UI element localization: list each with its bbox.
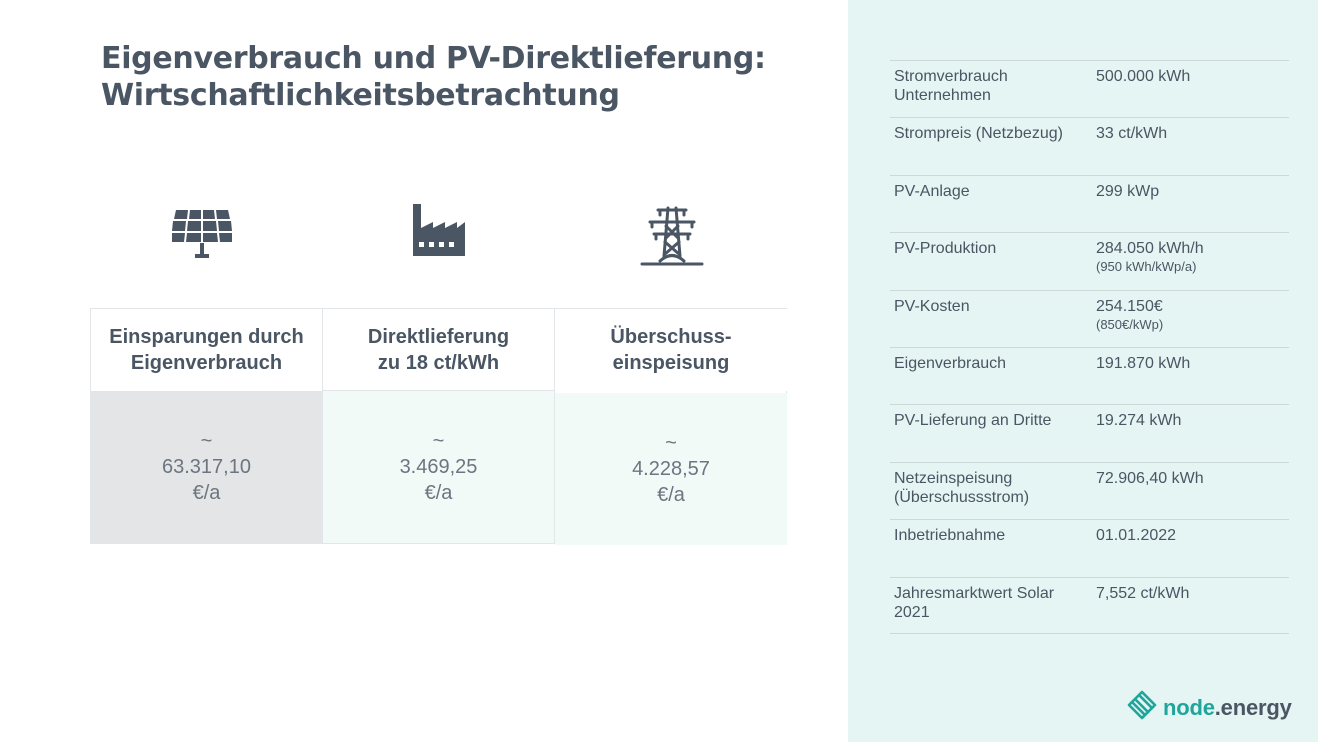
- facts-list: [890, 60, 1289, 634]
- power-pylon-icon: [640, 206, 704, 268]
- fact-note: (950 kWh/kWp/a): [1096, 259, 1197, 275]
- savings-header: [323, 309, 554, 391]
- fact-value: [1096, 182, 1286, 201]
- fact-value-text: 19.274 kWh: [1096, 412, 1182, 430]
- fact-label: Jahresmarktwert Solar 2021: [894, 584, 1055, 621]
- fact-value-text: 284.050 kWh/h: [1096, 240, 1204, 258]
- savings-unit: €/a: [192, 482, 221, 504]
- approx-sign: ~: [200, 430, 213, 452]
- fact-label: PV-Produktion: [894, 240, 997, 258]
- logo-part-node: node: [1163, 695, 1215, 720]
- fact-row: [890, 232, 1289, 289]
- title-line-1: Eigenverbrauch und PV-Direktlieferung:: [101, 41, 766, 76]
- fact-value: [1096, 124, 1286, 143]
- savings-amount: 63.317,10: [162, 456, 251, 478]
- header-line: Eigenverbrauch: [130, 352, 283, 374]
- savings-amount: 3.469,25: [399, 456, 478, 478]
- fact-value-text: 01.01.2022: [1096, 527, 1177, 545]
- fact-value: [1096, 354, 1286, 373]
- header-line: zu 18 ct/kWh: [377, 351, 500, 374]
- node-energy-logo: [1127, 691, 1292, 725]
- fact-note: (850€/kWp): [1096, 316, 1164, 332]
- solar-panel-icon: [172, 210, 232, 260]
- fact-row: [890, 577, 1289, 634]
- approx-sign: ~: [432, 430, 445, 452]
- page-title: [101, 40, 801, 114]
- fact-label: PV-Kosten: [894, 297, 970, 315]
- fact-row: [890, 519, 1289, 576]
- approx-sign: ~: [665, 432, 677, 454]
- fact-value-text: 33 ct/kWh: [1096, 125, 1168, 143]
- logo-part-energy: .energy: [1214, 695, 1292, 720]
- title-line-2: Wirtschaftlichkeitsbetrachtung: [101, 78, 620, 113]
- fact-row: [890, 347, 1289, 404]
- fact-value-text: 191.870 kWh: [1096, 354, 1191, 372]
- factory-icon: [411, 202, 467, 256]
- fact-label: Stromverbrauch Unternehmen: [894, 68, 1008, 104]
- savings-header: [555, 309, 787, 391]
- savings-unit: €/a: [424, 482, 453, 504]
- fact-row: [890, 117, 1289, 174]
- savings-header: [91, 309, 322, 391]
- fact-row: [890, 175, 1289, 232]
- savings-amount: 4.228,57: [632, 458, 710, 480]
- header-line: Einsparungen durch: [109, 326, 304, 348]
- fact-value-text: 299 kWp: [1096, 182, 1160, 200]
- savings-column-direktlieferung: [323, 309, 555, 543]
- header-line: einspeisung: [612, 352, 730, 374]
- savings-value-cell: [555, 393, 787, 545]
- logo-wordmark: [1163, 695, 1292, 721]
- header-line: Überschuss-: [610, 326, 732, 348]
- fact-label: PV-Lieferung an Dritte: [894, 412, 1052, 430]
- fact-label: Netzeinspeisung (Überschussstrom): [894, 469, 1030, 506]
- savings-table: [90, 308, 787, 544]
- header-line: Direktlieferung: [367, 325, 510, 348]
- fact-row: [890, 404, 1289, 461]
- fact-label: Inbetriebnahme: [894, 527, 1006, 545]
- fact-value: [1096, 67, 1286, 86]
- fact-label: PV-Anlage: [894, 182, 970, 200]
- savings-unit: €/a: [657, 484, 685, 506]
- fact-value: [1096, 526, 1286, 545]
- savings-value-cell: [323, 391, 554, 543]
- fact-label: Strompreis (Netzbezug): [894, 125, 1063, 143]
- logo-mark-icon: [1127, 690, 1157, 727]
- fact-value-text: 7,552 ct/kWh: [1096, 584, 1190, 602]
- fact-value: [1096, 411, 1286, 430]
- savings-column-eigenverbrauch: [91, 309, 323, 543]
- fact-value-text: 254.150€: [1096, 297, 1163, 315]
- fact-value-text: 500.000 kWh: [1096, 68, 1191, 85]
- fact-label: Eigenverbrauch: [894, 354, 1007, 372]
- fact-row: [890, 60, 1289, 117]
- fact-value: [1096, 469, 1286, 488]
- fact-value: [1096, 584, 1286, 603]
- savings-value-cell: [91, 391, 322, 543]
- fact-row: [890, 462, 1289, 519]
- fact-row: [890, 290, 1289, 347]
- fact-value: [1096, 239, 1286, 275]
- fact-value-text: 72.906,40 kWh: [1096, 469, 1204, 487]
- fact-value: [1096, 297, 1286, 333]
- savings-column-ueberschusseinspeisung: [555, 309, 787, 543]
